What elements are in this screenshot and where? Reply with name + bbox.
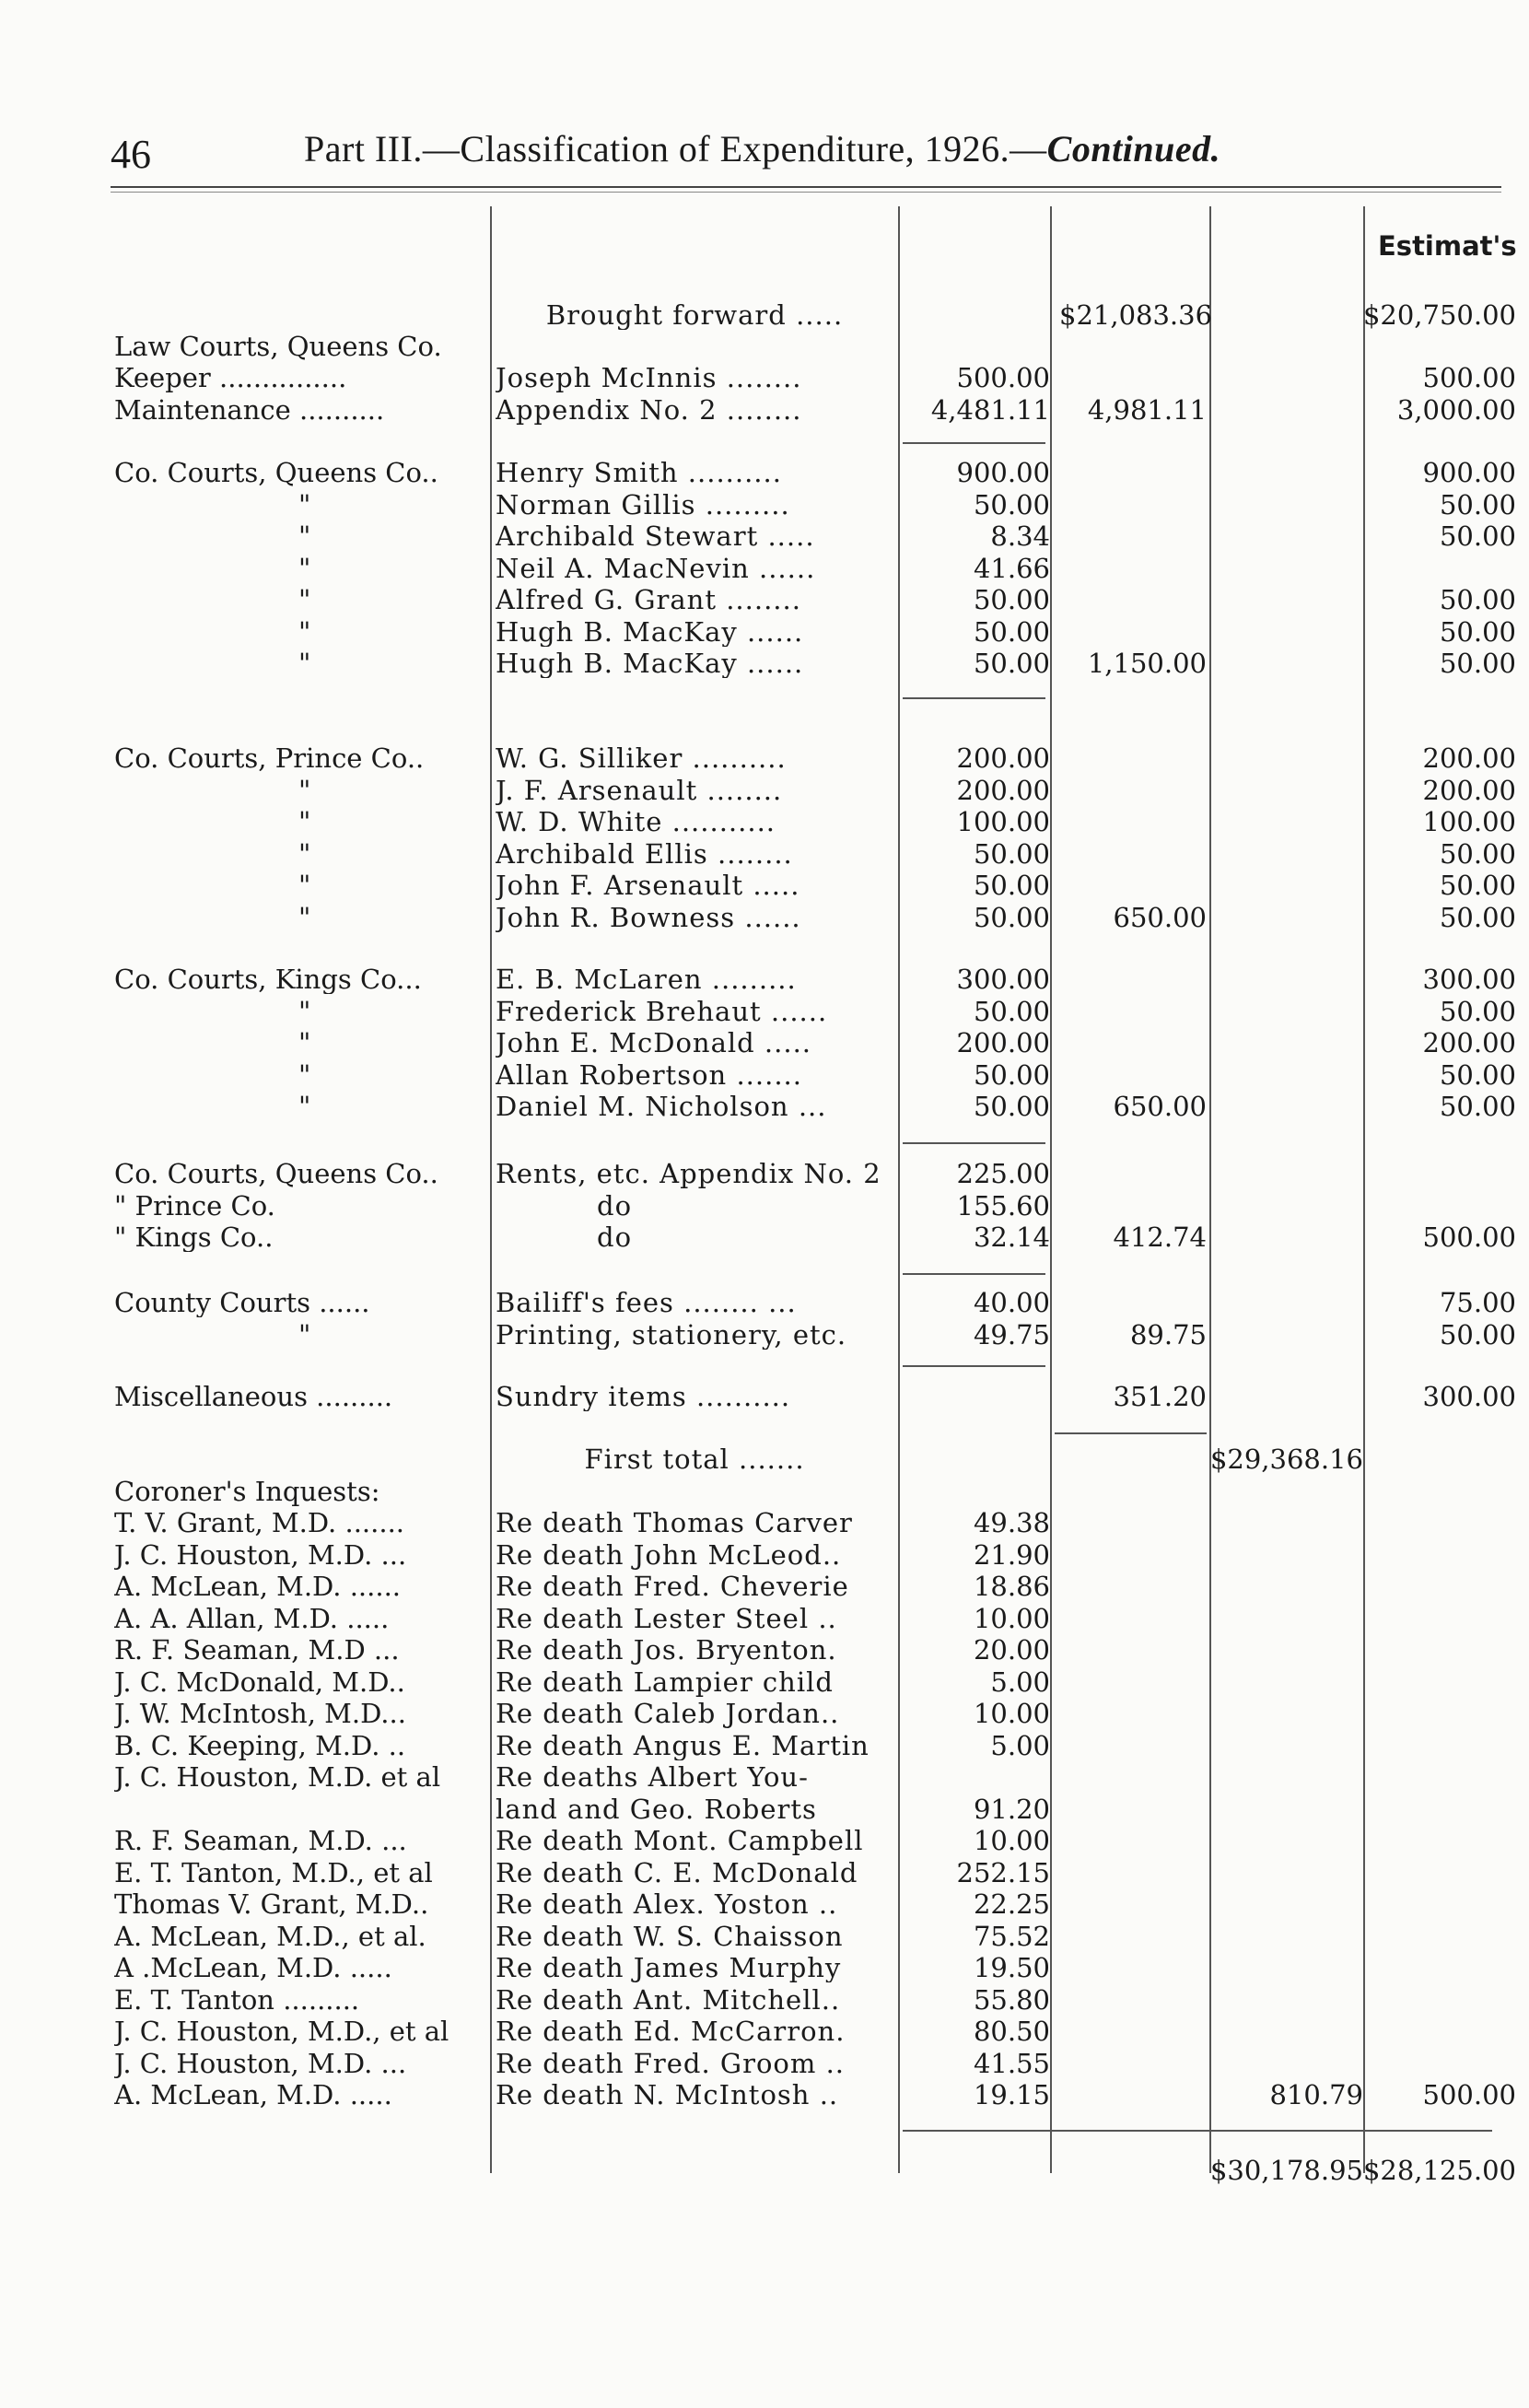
co_courts_kings-row (0, 964, 1529, 994)
co_courts_queens-row (0, 585, 1529, 614)
row-description: W. G. Silliker .......... (496, 743, 787, 773)
row-estimate: 50.00 (1439, 837, 1516, 870)
row-amount: 252.15 (956, 1856, 1050, 1888)
coroner-row (0, 1731, 1529, 1760)
row-name: T. V. Grant, M.D. ....... (114, 1508, 405, 1537)
grand-total-rule (903, 2130, 1492, 2132)
title-main: Part III.—Classification of Expenditure, 1926.— (304, 128, 1047, 169)
rents-row (0, 1222, 1529, 1252)
row-estimate: 200.00 (1422, 774, 1516, 806)
row-description: Norman Gillis ......... (496, 489, 790, 520)
coroner-row (0, 1635, 1529, 1665)
row-description: do (597, 1190, 633, 1221)
row-name: E. T. Tanton ......... (114, 1984, 360, 2015)
row-description: J. F. Arsenault ........ (496, 775, 783, 805)
coroner-row (0, 1826, 1529, 1855)
row-estimate: 50.00 (1439, 488, 1516, 520)
ditto-mark: " (298, 775, 311, 805)
section-label: Co. Courts, Prince Co.. (114, 743, 425, 773)
coroner-row (0, 1540, 1529, 1570)
co_courts_kings-row (0, 1092, 1529, 1121)
row-amount: 50.00 (973, 995, 1050, 1027)
coroner-row (0, 1762, 1529, 1792)
row-description: Hugh B. MacKay ...... (496, 616, 804, 647)
header-rule (111, 186, 1501, 188)
row-estimate: 300.00 (1422, 964, 1516, 995)
row-amount: 50.00 (973, 648, 1050, 679)
row-amount: 22.25 (973, 1888, 1050, 1920)
row-name: R. F. Seaman, M.D ... (114, 1635, 400, 1665)
row-description: Re death Mont. Campbell (496, 1826, 864, 1855)
row-description: Bailiff's fees ........ ... (496, 1288, 797, 1317)
header-rule-thin (111, 192, 1501, 193)
row-name: R. F. Seaman, M.D. ... (114, 1826, 407, 1855)
ditto-mark: " (298, 902, 311, 932)
row-name: J. W. McIntosh, M.D... (114, 1699, 406, 1728)
row-amount: 8.34 (990, 520, 1050, 552)
ditto-mark: " (298, 649, 311, 678)
ditto-mark: " (298, 807, 311, 836)
row-amount: 50.00 (973, 901, 1050, 933)
row-description: Re death Lampier child (496, 1666, 834, 1697)
brought-forward-total: $21,083.36 (1059, 299, 1213, 331)
row-description: Re death Ed. McCarron. (496, 2016, 846, 2046)
title-continued: Continued. (1046, 128, 1221, 169)
row-description: Daniel M. Nicholson ... (496, 1092, 827, 1121)
row-description: Re death Angus E. Martin (496, 1730, 870, 1760)
row-amount: 49.38 (973, 1507, 1050, 1538)
row-amount: 200.00 (956, 774, 1050, 806)
co_courts_kings-row (0, 1028, 1529, 1058)
ditto-mark: " (298, 585, 311, 614)
row-amount: 50.00 (973, 1091, 1050, 1122)
row-amount: 100.00 (956, 806, 1050, 837)
grand-total-estimate: $28,125.00 (1362, 2155, 1516, 2186)
row-subtotal: 1,150.00 (1087, 648, 1207, 679)
sum-rule (903, 442, 1045, 444)
row-amount: 19.50 (973, 1952, 1050, 1983)
row-amount: 75.52 (973, 1920, 1050, 1952)
row-description: Rents, etc. Appendix No. 2 (496, 1159, 881, 1188)
row-description: Sundry items .......... (496, 1382, 791, 1411)
row-estimate: 100.00 (1422, 806, 1516, 837)
row-description: Re deaths Albert You- (496, 1762, 809, 1792)
row-amount: 50.00 (973, 615, 1050, 648)
rents-row (0, 1191, 1529, 1221)
sum-rule (903, 1365, 1045, 1367)
row-description: Hugh B. MacKay ...... (496, 649, 804, 678)
co_courts_kings-row (0, 1060, 1529, 1090)
ditto-mark: " (298, 553, 311, 583)
first-total-label: First total ....... (584, 1444, 805, 1474)
law-courts-row (0, 363, 1529, 392)
brought-forward-label: Brought forward ..... (545, 300, 844, 330)
row-description: John F. Arsenault ..... (496, 871, 800, 900)
row-description: Re death Jos. Bryenton. (496, 1635, 837, 1665)
co_courts_prince-row (0, 839, 1529, 869)
coroner-row (0, 1508, 1529, 1537)
row-amount: 41.66 (973, 552, 1050, 584)
row-amount: 80.50 (973, 2016, 1050, 2047)
row-estimate: 50.00 (1439, 1318, 1516, 1350)
row-name: J. C. Houston, M.D. ... (114, 1539, 407, 1570)
section-heading: Coroner's Inquests: (114, 1477, 380, 1506)
row-amount: 20.00 (973, 1634, 1050, 1666)
co_courts_queens-row (0, 490, 1529, 520)
row-estimate: 200.00 (1422, 742, 1516, 774)
row-estimate: 50.00 (1439, 615, 1516, 648)
row-estimate: 500.00 (1422, 1222, 1516, 1253)
row-amount: 200.00 (956, 1027, 1050, 1058)
row-description: Printing, stationery, etc. (496, 1319, 847, 1350)
law-courts-row (0, 395, 1529, 425)
co_courts_queens-row (0, 521, 1529, 551)
coroners-heading-row (0, 1477, 1529, 1506)
ditto-mark: " (298, 489, 311, 520)
row-amount: 50.00 (973, 488, 1050, 520)
row-amount: 19.15 (973, 2079, 1050, 2110)
row-name: A .McLean, M.D. ..... (114, 1953, 392, 1982)
section-label: Co. Courts, Kings Co... (114, 964, 422, 994)
row-subtotal: 4,981.11 (1087, 393, 1207, 426)
sum-rule (903, 697, 1045, 699)
row-name: J. C. Houston, M.D. ... (114, 2048, 407, 2078)
ditto-mark: " (298, 996, 311, 1026)
coroner-row (0, 1794, 1529, 1824)
row-estimate: 50.00 (1439, 648, 1516, 679)
row-amount: 41.55 (973, 2047, 1050, 2079)
sum-rule (903, 1142, 1045, 1144)
coroner-row (0, 1922, 1529, 1951)
row-subtotal: 650.00 (1113, 1091, 1207, 1122)
brought-forward-estimate: $20,750.00 (1362, 299, 1516, 331)
row-name: Maintenance .......... (114, 394, 385, 425)
row-description: do (597, 1222, 633, 1252)
row-estimate: 50.00 (1439, 901, 1516, 933)
coroner-row (0, 1889, 1529, 1919)
row-name: J. C. McDonald, M.D.. (114, 1666, 405, 1697)
coroner-row (0, 1858, 1529, 1888)
row-description: Archibald Ellis ........ (496, 838, 793, 869)
row-amount: 50.00 (973, 584, 1050, 615)
row-description: Re death N. McIntosh .. (496, 2080, 839, 2110)
row-description: Re death Caleb Jordan.. (496, 1699, 840, 1728)
row-name: " (298, 1319, 311, 1350)
row-amount: 40.00 (973, 1287, 1050, 1318)
row-amount: 55.80 (973, 1983, 1050, 2016)
co_courts_prince-row (0, 743, 1529, 773)
row-name: J. C. Houston, M.D. et al (114, 1762, 441, 1792)
county-courts-row (0, 1320, 1529, 1350)
row-estimate: 900.00 (1422, 457, 1516, 488)
row-amount: 5.00 (990, 1666, 1050, 1698)
row-description: Frederick Brehaut ...... (496, 996, 828, 1026)
ditto-mark: " (298, 616, 311, 647)
row-name: " Kings Co.. (114, 1222, 274, 1252)
row-description: Re death Lester Steel .. (496, 1603, 837, 1633)
section-heading: Law Courts, Queens Co. (114, 332, 442, 361)
row-estimate: 500.00 (1422, 2079, 1516, 2110)
row-description: W. D. White ........... (496, 807, 776, 836)
row-amount: 5.00 (990, 1729, 1050, 1761)
row-amount: 155.60 (956, 1189, 1050, 1222)
coroner-row (0, 1953, 1529, 1982)
ditto-mark: " (298, 521, 311, 551)
coroner-row (0, 1699, 1529, 1728)
co_courts_prince-row (0, 807, 1529, 836)
row-amount: 500.00 (956, 362, 1050, 393)
row-estimate: 500.00 (1422, 362, 1516, 393)
first-total-row (0, 1444, 1529, 1474)
row-amount: 50.00 (973, 870, 1050, 901)
coroner-row (0, 2049, 1529, 2078)
co_courts_prince-row (0, 776, 1529, 805)
row-estimate: 3,000.00 (1396, 393, 1516, 426)
coroner-row (0, 1667, 1529, 1697)
law-courts-heading-row (0, 332, 1529, 361)
row-description: E. B. McLaren ......... (496, 964, 797, 994)
row-name: B. C. Keeping, M.D. .. (114, 1730, 406, 1760)
row-description: Re death Alex. Yoston .. (496, 1889, 838, 1919)
row-name: E. T. Tanton, M.D., et al (114, 1857, 433, 1888)
row-amount: 225.00 (956, 1158, 1050, 1189)
co_courts_queens-row (0, 458, 1529, 487)
row-subtotal: 89.75 (1129, 1318, 1207, 1350)
coroner-row (0, 1985, 1529, 2015)
row-estimate: 50.00 (1439, 520, 1516, 552)
row-description: Re death Ant. Mitchell.. (496, 1984, 841, 2015)
row-amount: 10.00 (973, 1698, 1050, 1729)
row-estimate: 300.00 (1422, 1381, 1516, 1412)
co_courts_queens-row (0, 649, 1529, 678)
row-description: Joseph McInnis ........ (496, 363, 802, 392)
grand-total-actual: $30,178.95 (1209, 2155, 1363, 2186)
row-description: Allan Robertson ....... (496, 1059, 802, 1090)
row-amount: 50.00 (973, 1058, 1050, 1091)
row-name: A. McLean, M.D. ..... (114, 2080, 392, 2110)
page-number: 46 (111, 132, 151, 177)
row-name: Miscellaneous ......... (114, 1382, 393, 1411)
row-description: Re death W. S. Chaisson (496, 1921, 844, 1951)
row-description: land and Geo. Roberts (496, 1794, 817, 1824)
page-title (304, 127, 1363, 170)
row-amount: 10.00 (973, 1602, 1050, 1634)
row-amount: 50.00 (973, 837, 1050, 870)
miscellaneous-row (0, 1382, 1529, 1411)
row-description: Re death James Murphy (496, 1953, 842, 1982)
row-estimate: 200.00 (1422, 1027, 1516, 1058)
sum-rule (1055, 1432, 1207, 1434)
row-estimate: 50.00 (1439, 1091, 1516, 1122)
row-subtotal: 412.74 (1113, 1222, 1207, 1253)
row-amount: 900.00 (956, 457, 1050, 488)
row-estimate: 75.00 (1439, 1287, 1516, 1318)
row-amount: 32.14 (973, 1222, 1050, 1253)
ditto-mark: " (298, 838, 311, 869)
row-description: Neil A. MacNevin ...... (496, 553, 816, 583)
grand-total-row (0, 2156, 1529, 2185)
row-amount: 49.75 (973, 1318, 1050, 1350)
first-total-value: $29,368.16 (1209, 1444, 1363, 1475)
row-name: Thomas V. Grant, M.D.. (114, 1889, 429, 1919)
row-estimate: 50.00 (1439, 584, 1516, 615)
row-total: 810.79 (1269, 2079, 1363, 2110)
rents-row (0, 1159, 1529, 1188)
row-description: Re death C. E. McDonald (496, 1857, 858, 1888)
row-name: A. McLean, M.D., et al. (114, 1921, 426, 1951)
row-description: Archibald Stewart ..... (496, 521, 815, 551)
ditto-mark: " (298, 1059, 311, 1090)
estimates-header: Estimat's (1378, 230, 1517, 262)
ditto-mark: " (298, 871, 311, 900)
row-name: A. McLean, M.D. ...... (114, 1572, 402, 1601)
co_courts_queens-row (0, 617, 1529, 647)
section-label: Co. Courts, Queens Co.. (114, 458, 438, 487)
ditto-mark: " (298, 1092, 311, 1121)
row-amount: 21.90 (973, 1538, 1050, 1571)
row-amount: 300.00 (956, 964, 1050, 995)
row-subtotal: 650.00 (1113, 901, 1207, 933)
row-amount: 4,481.11 (930, 393, 1050, 426)
brought-forward-row (0, 300, 1529, 330)
row-name: Co. Courts, Queens Co.. (114, 1159, 438, 1188)
coroner-row (0, 1604, 1529, 1633)
row-amount: 200.00 (956, 742, 1050, 774)
ditto-mark: " (298, 1028, 311, 1058)
row-estimate: 50.00 (1439, 1058, 1516, 1091)
row-name: County Courts ...... (114, 1288, 370, 1317)
row-description: John E. McDonald ..... (496, 1028, 812, 1058)
row-subtotal: 351.20 (1113, 1381, 1207, 1412)
row-description: Re death John McLeod.. (496, 1539, 842, 1570)
row-description: Re death Fred. Groom .. (496, 2048, 846, 2078)
sum-rule (903, 1273, 1045, 1275)
row-amount: 10.00 (973, 1825, 1050, 1856)
row-description: John R. Bowness ...... (496, 902, 801, 932)
row-amount: 18.86 (973, 1571, 1050, 1602)
row-description: Re death Thomas Carver (496, 1508, 853, 1537)
row-estimate: 50.00 (1439, 995, 1516, 1027)
row-name: Keeper ............... (114, 363, 347, 392)
co_courts_queens-row (0, 554, 1529, 583)
row-description: Alfred G. Grant ........ (496, 585, 801, 614)
co_courts_prince-row (0, 903, 1529, 932)
row-description: Re death Fred. Cheverie (496, 1572, 849, 1601)
row-name: " Prince Co. (114, 1190, 275, 1221)
coroner-row (0, 2016, 1529, 2046)
row-description: Henry Smith .......... (496, 458, 782, 487)
row-amount: 91.20 (973, 1793, 1050, 1825)
coroner-row (0, 2080, 1529, 2110)
coroner-row (0, 1572, 1529, 1601)
county-courts-row (0, 1288, 1529, 1317)
row-name: A. A. Allan, M.D. ..... (114, 1603, 390, 1633)
co_courts_prince-row (0, 871, 1529, 900)
row-description: Appendix No. 2 ........ (496, 394, 802, 425)
row-estimate: 50.00 (1439, 870, 1516, 901)
co_courts_kings-row (0, 997, 1529, 1026)
row-name: J. C. Houston, M.D., et al (114, 2016, 449, 2046)
